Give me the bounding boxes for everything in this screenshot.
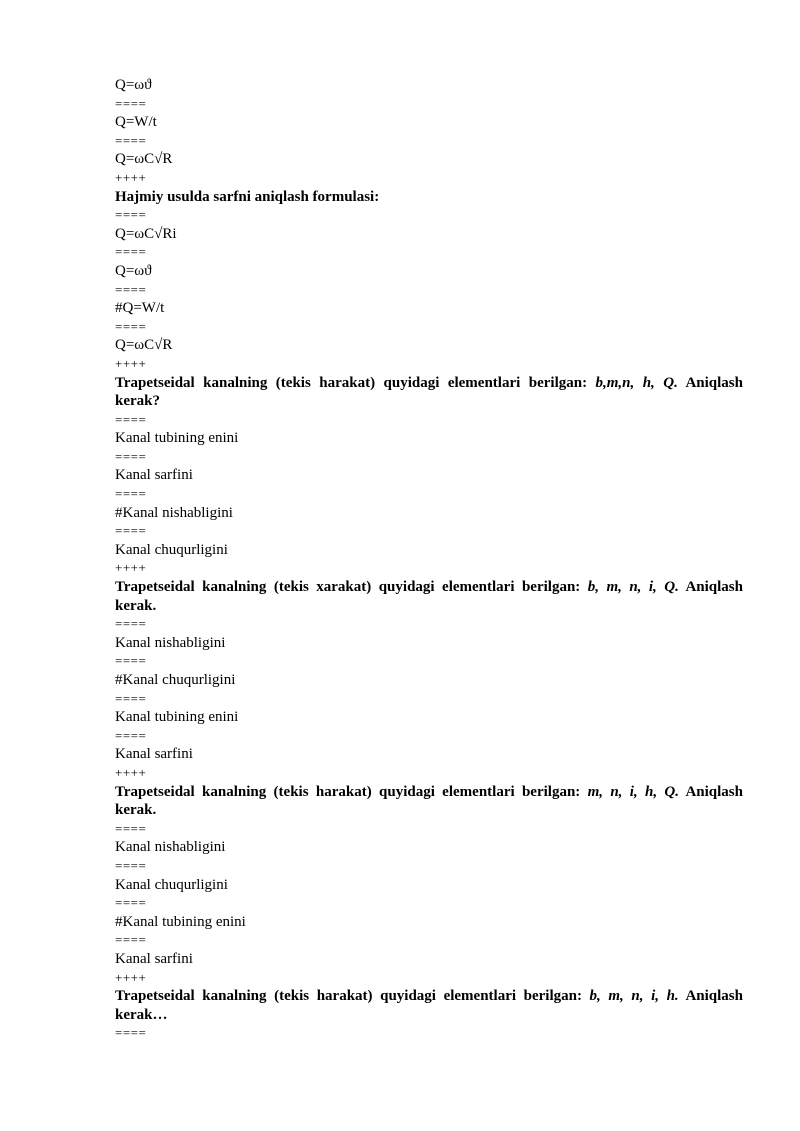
option-separator: ====: [115, 616, 147, 632]
question-variables: m, n, i, h, Q.: [587, 783, 679, 800]
answer-option-correct: #Kanal chuqurligini: [115, 672, 236, 688]
answer-option: Kanal nishabligini: [115, 839, 226, 856]
option-separator: ====: [115, 95, 147, 111]
question-fragment: Trapetseidal kanalning (tekis harakat) quyidagi elementlari berilgan:: [115, 783, 588, 800]
answer-option: Kanal chuqurligini: [115, 541, 228, 558]
option-separator: ====: [115, 1025, 147, 1041]
question-fragment: Aniqlash kerak?: [115, 374, 743, 410]
option-separator: ====: [115, 281, 147, 297]
answer-option: Q=ωC√R: [115, 337, 173, 354]
question-fragment: Aniqlash kerak.: [115, 579, 743, 614]
answer-option: Kanal sarfini: [115, 746, 193, 763]
answer-option: Q=ωC√R: [115, 151, 173, 168]
answer-option-correct: #Kanal tubining enini: [115, 913, 246, 930]
question-variables: b, m, n, i, h.: [589, 988, 679, 1005]
question-fragment: Aniqlash kerak…: [115, 988, 743, 1023]
question-separator: ++++: [115, 764, 147, 780]
question-fragment: Aniqlash kerak.: [115, 783, 743, 819]
question-text: [115, 783, 743, 820]
option-separator: ====: [115, 653, 147, 669]
option-separator: ====: [115, 727, 147, 743]
option-separator: ====: [115, 448, 147, 464]
question-separator: ++++: [115, 169, 147, 185]
answer-option: Kanal sarfini: [115, 950, 193, 967]
question-text: [115, 578, 743, 615]
question-separator: ++++: [115, 355, 147, 371]
document-page: [115, 76, 743, 1043]
question-fragment: Hajmiy usulda sarfni aniqlash formulasi:: [115, 188, 380, 205]
option-separator: ====: [115, 523, 147, 539]
option-separator: ====: [115, 486, 147, 502]
answer-option: Kanal nishabligini: [115, 634, 226, 651]
answer-option: Q=ωϑ: [115, 77, 152, 93]
question-variables: b,m,n, h, Q.: [595, 374, 678, 391]
question-variables: b, m, n, i, Q.: [587, 579, 679, 596]
answer-option-correct: #Q=W/t: [115, 300, 165, 317]
option-separator: ====: [115, 690, 147, 706]
option-separator: ====: [115, 932, 147, 948]
option-separator: ====: [115, 820, 147, 836]
answer-option: Kanal sarfini: [115, 467, 193, 484]
answer-option: Q=ωC√Ri: [115, 225, 177, 242]
answer-option: Q=W/t: [115, 114, 157, 131]
question-text: [115, 987, 743, 1024]
question-text: [115, 188, 743, 207]
question-separator: ++++: [115, 560, 147, 576]
question-text: [115, 374, 743, 411]
option-separator: ====: [115, 411, 147, 427]
option-separator: ====: [115, 244, 147, 260]
answer-option: Q=ωϑ: [115, 262, 152, 279]
answer-option: Kanal tubining enini: [115, 709, 239, 726]
answer-option: Kanal tubining enini: [115, 430, 239, 447]
option-separator: ====: [115, 132, 147, 148]
answer-option: Kanal chuqurligini: [115, 876, 228, 893]
option-separator: ====: [115, 207, 147, 223]
option-separator: ====: [115, 895, 147, 911]
question-fragment: Trapetseidal kanalning (tekis xarakat) quyidagi elementlari berilgan:: [115, 579, 588, 596]
question-fragment: Trapetseidal kanalning (tekis harakat) quyidagi elementlari berilgan:: [115, 988, 590, 1005]
option-separator: ====: [115, 318, 147, 334]
answer-option-correct: #Kanal nishabligini: [115, 504, 233, 521]
option-separator: ====: [115, 857, 147, 873]
question-fragment: Trapetseidal kanalning (tekis harakat) quyidagi elementlari berilgan:: [115, 374, 596, 391]
question-separator: ++++: [115, 969, 147, 985]
